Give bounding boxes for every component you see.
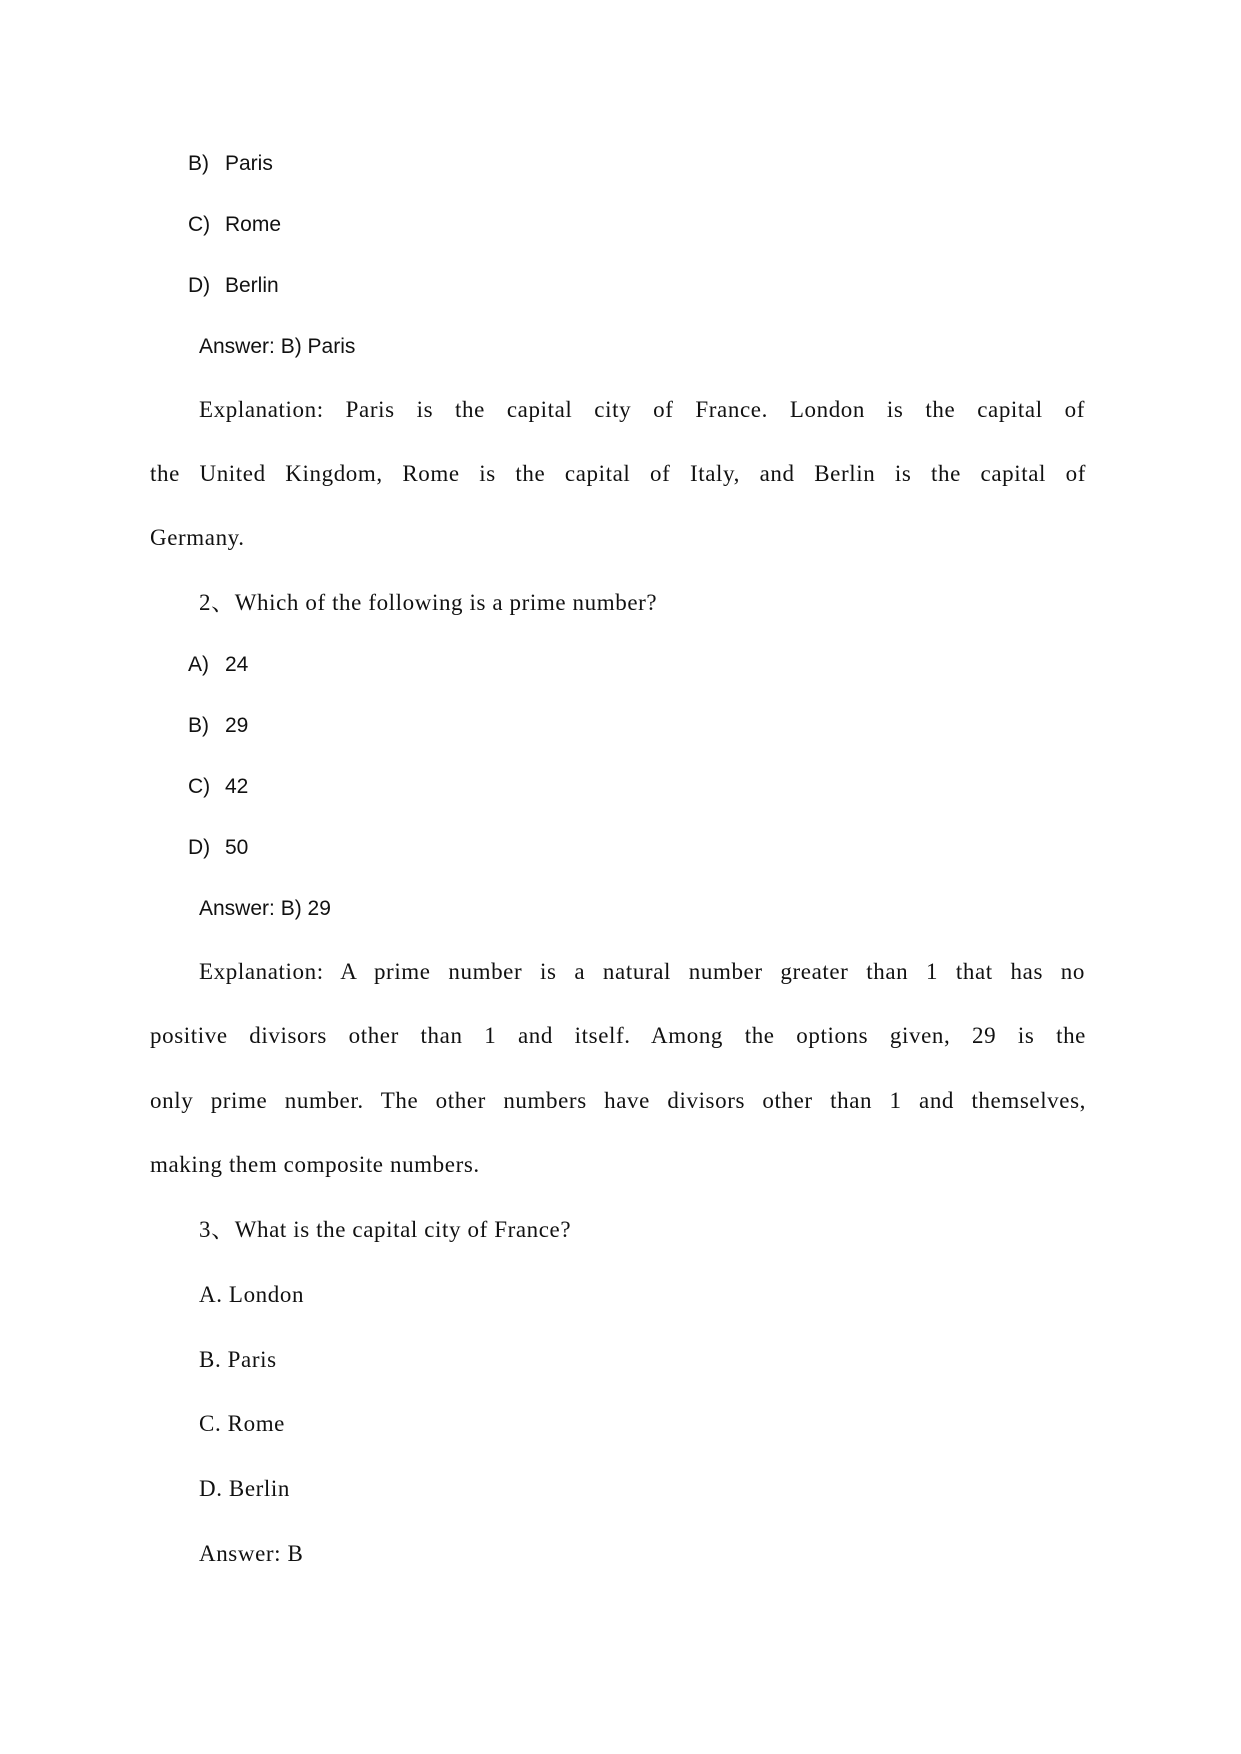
q2-option-b [188, 712, 248, 740]
option-text: 24 [225, 653, 249, 676]
q3-answer: Answer: B [199, 1541, 304, 1566]
q2-explanation-line-3: only prime number. The other numbers have divisors other than 1 and themselves, [150, 1088, 1086, 1113]
option-letter: A. [199, 1282, 223, 1307]
q2-answer: Answer: B) 29 [199, 897, 331, 920]
q1-explanation-line-1: Explanation: Paris is the capital city of France. London is the capital of [199, 397, 1085, 422]
q2-explanation-line-1: Explanation: A prime number is a natural number greater than 1 that has no [199, 959, 1085, 984]
option-letter: C) [188, 775, 211, 798]
option-text: Berlin [225, 274, 279, 297]
q1-option-b [188, 150, 273, 178]
option-text: Berlin [228, 1476, 291, 1501]
q1-option-d [188, 272, 279, 300]
option-letter: B) [188, 714, 209, 737]
option-letter: B) [188, 152, 209, 175]
q1-option-c [188, 211, 281, 239]
q2-question: 2、Which of the following is a prime number? [199, 590, 658, 615]
option-letter: D. [199, 1476, 223, 1501]
q1-explanation-line-3: Germany. [150, 525, 245, 550]
option-text: Rome [227, 1411, 285, 1436]
q3-option-d [199, 1474, 290, 1504]
option-letter: C) [188, 213, 211, 236]
q3-question: 3、What is the capital city of France? [199, 1217, 572, 1242]
q1-answer: Answer: B) Paris [199, 335, 356, 358]
option-text: Rome [225, 213, 282, 236]
q2-option-d [188, 834, 248, 862]
option-letter: A) [188, 653, 209, 676]
option-text: 50 [225, 836, 249, 859]
q3-option-a [199, 1280, 304, 1310]
q2-option-a [188, 651, 248, 679]
option-letter: B. [199, 1347, 222, 1372]
q2-option-c [188, 773, 248, 801]
option-text: London [228, 1282, 305, 1307]
option-text: 29 [225, 714, 249, 737]
option-text: Paris [225, 152, 273, 175]
option-text: Paris [227, 1347, 277, 1372]
q2-explanation-line-4: making them composite numbers. [150, 1152, 480, 1177]
option-letter: D) [188, 836, 211, 859]
q2-explanation-line-2: positive divisors other than 1 and itself. Among the options given, 29 is the [150, 1023, 1086, 1048]
q3-option-b [199, 1345, 277, 1375]
q3-option-c [199, 1409, 285, 1439]
option-text: 42 [225, 775, 249, 798]
option-letter: C. [199, 1411, 222, 1436]
q1-explanation-line-2: the United Kingdom, Rome is the capital of Italy, and Berlin is the capital of [150, 461, 1086, 486]
option-letter: D) [188, 274, 211, 297]
